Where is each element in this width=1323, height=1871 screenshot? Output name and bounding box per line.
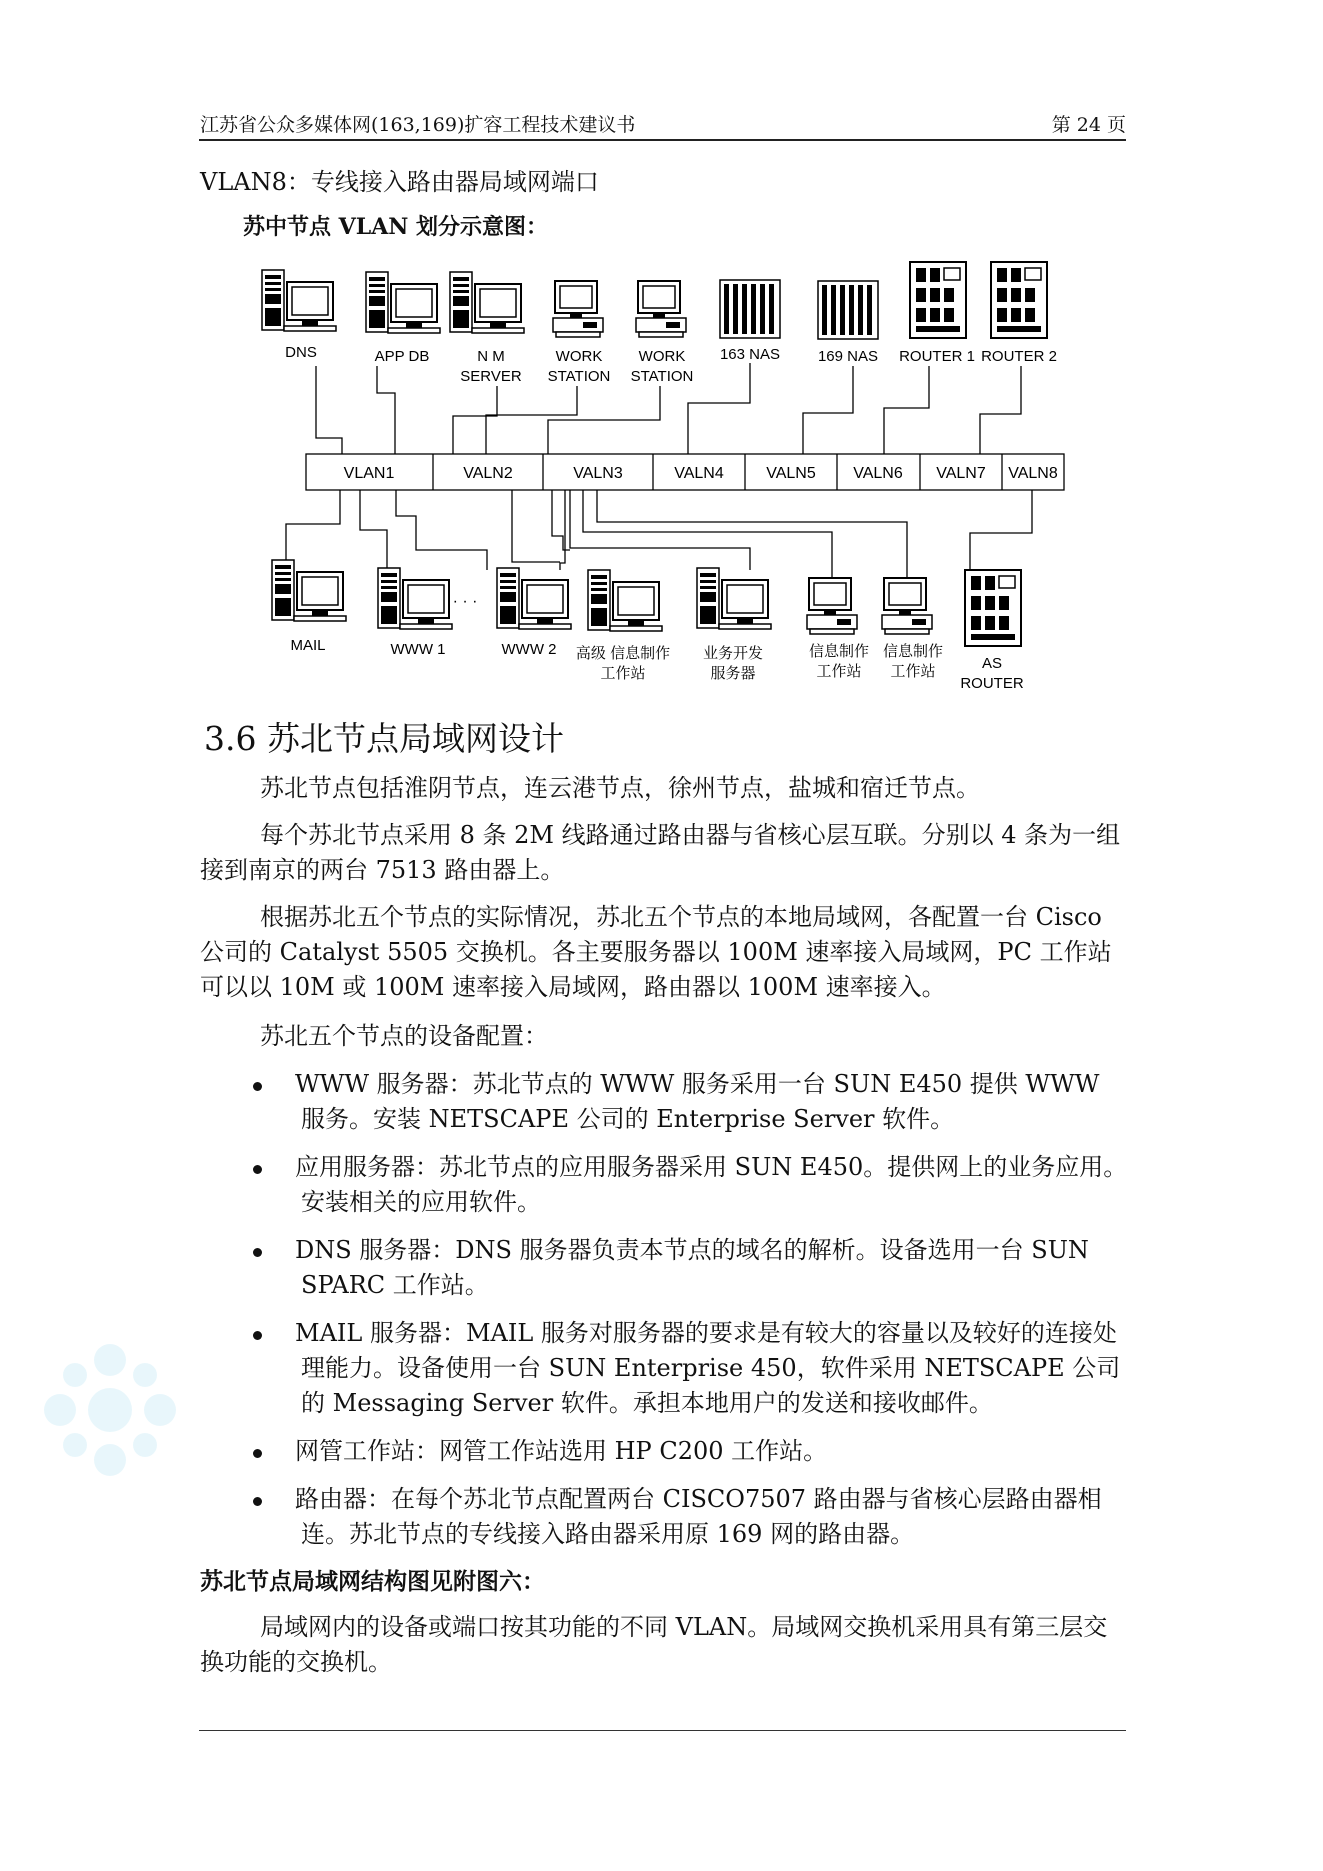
list-item-text: 网管工作站：网管工作站选用 HP C200 工作站。 [295, 1437, 828, 1465]
vlan-cell: VALN2 [463, 465, 513, 482]
list-item-text: DNS 服务器：DNS 服务器负责本节点的域名的解析。设备选用一台 SUN SPARC 工作站。 [295, 1236, 1089, 1299]
vlan-cell: VLAN1 [343, 465, 395, 482]
device-label: 工作站 [816, 663, 862, 680]
header-page-number: 第 24 页 [1051, 114, 1126, 136]
vlan-cell: VALN3 [573, 465, 623, 482]
device-label: WORK [555, 348, 603, 365]
ellipsis-text: · · · [452, 593, 478, 610]
device-label: SERVER [460, 368, 522, 385]
workstation-icon [553, 281, 603, 337]
device-label: 高级 信息制作 [575, 645, 671, 662]
vlan-cell: VALN4 [674, 465, 724, 482]
device-label: N M [477, 348, 505, 365]
device-label: DNS [285, 344, 317, 361]
device-label: APP DB [374, 348, 430, 365]
footer-rule [199, 1730, 1126, 1731]
list-item-text: MAIL 服务器：MAIL 服务对服务器的要求是有较大的容量以及较好的连接处理能力。设备使用一台 SUN Enterprise 450，软件采用 NETSCAPE 公司的 Messaging Server 软件。承担本地用户的发送和接收邮件。 [295, 1319, 1121, 1417]
dns-server-icon [262, 270, 336, 331]
advanced-info-workstation-icon [588, 570, 662, 631]
app-db-server-icon [366, 272, 440, 333]
nm-server-icon [450, 272, 524, 333]
device-label: 工作站 [600, 665, 646, 682]
www-1-server-icon [378, 568, 452, 629]
device-label: WWW 2 [501, 641, 557, 658]
section-heading: 3.6 苏北节点局域网设计 [204, 719, 564, 758]
device-label: AS [981, 655, 1003, 672]
paragraph: 每个苏北节点采用 8 条 2M 线路通过路由器与省核心层互联。分别以 4 条为一组接到南京的两台 7513 路由器上。 [200, 821, 1121, 884]
device-label: STATION [630, 368, 694, 385]
intro-line: VLAN8：专线接入路由器局域网端口 [200, 168, 599, 196]
vlan-diagram [250, 258, 1080, 708]
business-dev-server-icon [697, 568, 771, 629]
list-item-text: WWW 服务器：苏北节点的 WWW 服务采用一台 SUN E450 提供 WWW 服务。安装 NETSCAPE 公司的 Enterprise Server 软件。 [295, 1070, 1100, 1133]
bullet-icon [253, 1165, 262, 1174]
device-label: WORK [638, 348, 686, 365]
list-item-text: 应用服务器：苏北节点的应用服务器采用 SUN E450。提供网上的业务应用。安装相关的应用软件。 [295, 1153, 1128, 1216]
header-rule [199, 139, 1126, 141]
paragraph: 根据苏北五个节点的实际情况，苏北五个节点的本地局域网，各配置一台 Cisco 公司的 Catalyst 5505 交换机。各主要服务器以 100M 速率接入局域网，PC 工作站可以以 10M 或 100M 速率接入局域网，路由器以 100M 速率接入。 [200, 903, 1112, 1001]
bullet-icon [253, 1331, 262, 1340]
watermark-icon [30, 1330, 190, 1490]
bullet-icon [253, 1248, 262, 1257]
device-label: 信息制作 [808, 643, 870, 660]
vlan-cell: VALN5 [766, 465, 816, 482]
list-item [250, 1233, 1130, 1303]
header-title: 江苏省公众多媒体网(163,169)扩容工程技术建议书 [200, 114, 636, 136]
list-item [250, 1316, 1130, 1421]
device-label: ROUTER 1 [899, 348, 975, 365]
bullet-icon [253, 1497, 262, 1506]
workstation-icon [636, 281, 686, 337]
list-item [250, 1434, 1130, 1469]
paragraph: 局域网内的设备或端口按其功能的不同 VLAN。局域网交换机采用具有第三层交换功能的交换机。 [200, 1613, 1108, 1676]
equipment-list [250, 1067, 1130, 1565]
device-label: ROUTER 2 [981, 348, 1057, 365]
list-item-text: 路由器：在每个苏北节点配置两台 CISCO7507 路由器与省核心层路由器相连。苏北节点的专线接入路由器采用原 169 网的路由器。 [295, 1485, 1102, 1548]
info-workstation-icon [882, 578, 932, 634]
device-label: WWW 1 [390, 641, 446, 658]
list-item [250, 1067, 1130, 1137]
mail-server-icon [272, 560, 346, 621]
device-label: MAIL [290, 637, 326, 654]
info-workstation-icon [807, 578, 857, 634]
device-label: 服务器 [710, 665, 756, 682]
router-1-icon [910, 262, 966, 338]
figure-caption: 苏中节点 VLAN 划分示意图： [243, 214, 549, 240]
list-item [250, 1150, 1130, 1220]
paragraph: 苏北节点包括淮阴节点，连云港节点，徐州节点，盐城和宿迁节点。 [260, 774, 980, 802]
vlan-cell: VALN6 [853, 465, 903, 482]
device-label: 169 NAS [817, 348, 879, 365]
vlan-cell: VALN8 [1008, 465, 1058, 482]
nas-169-icon [818, 281, 878, 339]
bullet-icon [253, 1449, 262, 1458]
vlan-cell: VALN7 [936, 465, 986, 482]
www-2-server-icon [497, 568, 571, 629]
list-item [250, 1482, 1130, 1552]
device-label: 163 NAS [719, 346, 781, 363]
sub-heading: 苏北节点局域网结构图见附图六： [200, 1568, 545, 1595]
device-label: 信息制作 [882, 643, 944, 660]
router-2-icon [991, 262, 1047, 338]
device-label: STATION [547, 368, 611, 385]
vlan-bar [306, 454, 1064, 490]
device-label: 业务开发 [702, 645, 764, 662]
device-label: 工作站 [890, 663, 936, 680]
nas-163-icon [720, 280, 780, 338]
paragraph: 苏北五个节点的设备配置： [260, 1022, 548, 1050]
bullet-icon [253, 1082, 262, 1091]
device-label: ROUTER [960, 675, 1024, 692]
as-router-icon [965, 570, 1021, 646]
